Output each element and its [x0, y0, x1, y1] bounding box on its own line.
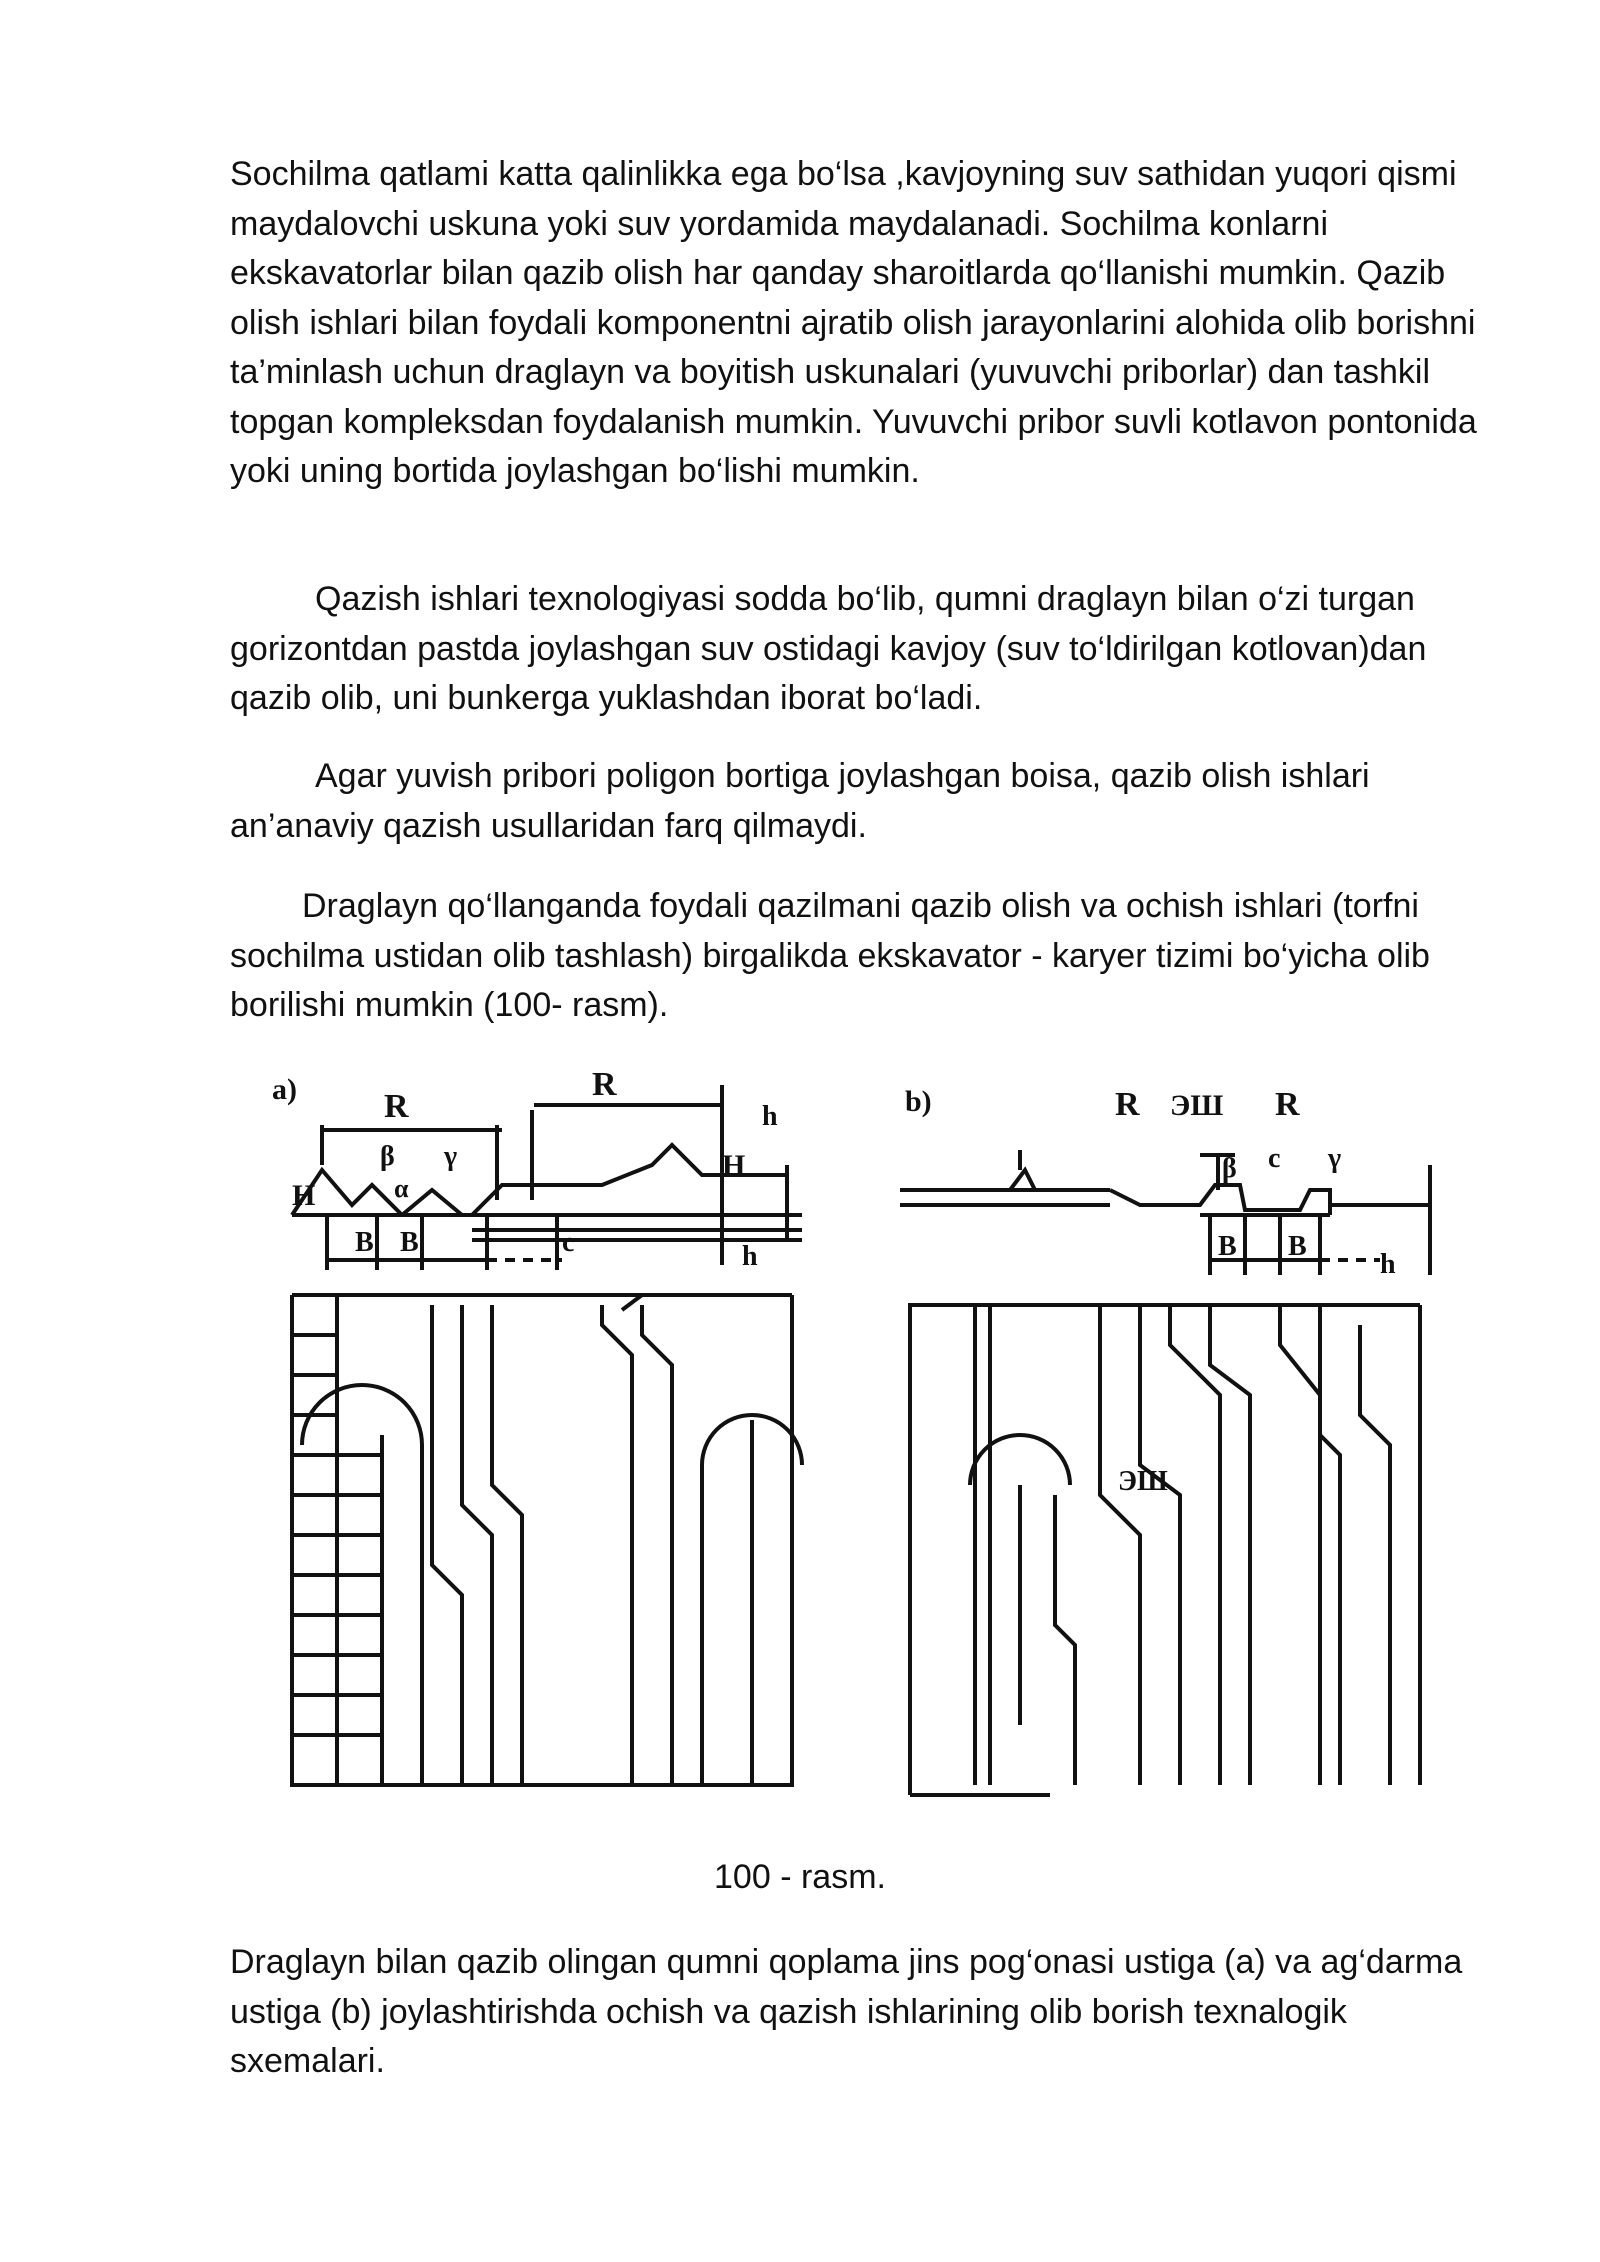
panel-b-h-tb: h: [1380, 1249, 1396, 1280]
paragraph-4: Draglayn qo‘llanganda foydali qazilmani qazib olish va ochish ishlari (torfni sochilma ustidan olib tashlash) birgalikda ekskavator - karyer tizimi bo‘yicha olib borilishi mumkin (100- rasm).: [230, 887, 1430, 1024]
panel-b-esh-top: ЭШ: [1170, 1089, 1224, 1122]
panel-a-b2: B: [400, 1227, 419, 1258]
panel-a-b1: B: [355, 1227, 374, 1258]
panel-a-beta: β: [380, 1141, 395, 1172]
panel-a-h-o: h: [762, 1101, 778, 1132]
panel-b-c: c: [1268, 1143, 1281, 1174]
panel-a-plan-view: [292, 1295, 802, 1785]
panel-a-r1-right: R: [592, 1066, 617, 1103]
paragraph-1: Sochilma qatlami katta qalinlikka ega bo‘lsa ,kavjoyning suv sathidan yuqori qismi maydalovchi uskuna yoki suv yordamida maydalanadi. Sochilma konlarni ekskavatorlar bilan qazib olish har qanday sharoitlarda qo‘llanishi mumkin. Qazib olish ishlari bilan foydali komponentni ajratib olish jarayonlarini alohida olib borishni ta’minlash uchun draglayn va boyitish uskunalari (yuvuvchi priborlar) dan tashkil topgan kompleksdan foydalanish mumkin. Yuvuvchi pribor suvli kotlavon pontonida yoki uning bortida joylashgan bo‘lishi mumkin.: [230, 155, 1477, 490]
panel-a-c: c: [562, 1227, 575, 1258]
panel-a-alpha: α: [394, 1174, 409, 1203]
panel-a-h-tb: h: [742, 1241, 758, 1272]
paragraph-2: Qazish ishlari texnologiyasi sodda bo‘lib, qumni draglayn bilan o‘zi turgan gorizontdan pastda joylashgan suv ostidagi kavjoy (suv to‘ldirilgan kotlovan)dan qazib olib, uni bunkerga yuklashdan iborat bo‘ladi.: [230, 580, 1427, 717]
panel-b-plan-view: [910, 1305, 1420, 1795]
panel-a-h-ab: H: [292, 1179, 316, 1212]
figure-caption: 100 - rasm.: [714, 1858, 886, 1896]
figure-panel-a: [262, 1065, 822, 1810]
paragraph-3: Agar yuvish pribori poligon bortiga joylashgan boisa, qazib olish ishlari an’anaviy qazish usullaridan farq qilmaydi.: [230, 757, 1370, 845]
closing-paragraph: Draglayn bilan qazib olingan qumni qoplama jins pog‘onasi ustiga (a) va ag‘darma ustiga (b) joylashtirishda ochish va qazish ishlarining olib borish texnalogik sxemalari.: [230, 1943, 1463, 2080]
panel-a-label: a): [272, 1073, 297, 1106]
panel-a-gamma: γ: [444, 1141, 458, 1172]
panel-b-r1-right: R: [1275, 1086, 1300, 1123]
figure-panel-b: [900, 1065, 1440, 1810]
panel-b-label: b): [905, 1085, 932, 1118]
panel-b-b2: B: [1288, 1231, 1307, 1262]
panel-b-gamma: γ: [1328, 1143, 1342, 1174]
panel-b-esh-plan: ЭШ: [1118, 1466, 1168, 1497]
panel-b-b1: B: [1218, 1231, 1237, 1262]
panel-a-h-pb: H: [722, 1149, 746, 1182]
panel-b-r1-left: R: [1115, 1086, 1140, 1123]
panel-b-cross-section: [900, 1150, 1430, 1275]
panel-b-beta: β: [1222, 1153, 1237, 1184]
panel-a-r1-left: R: [384, 1088, 409, 1125]
